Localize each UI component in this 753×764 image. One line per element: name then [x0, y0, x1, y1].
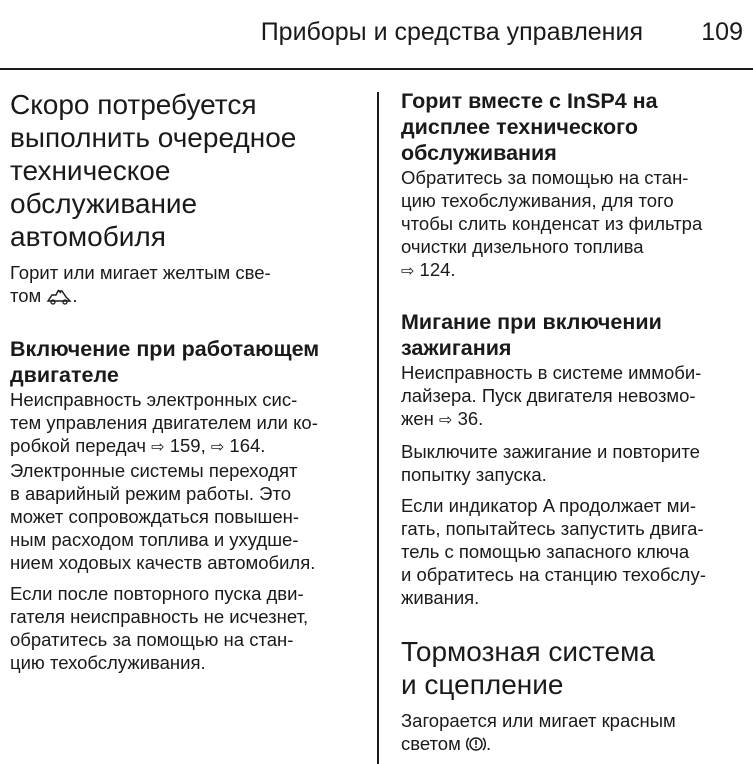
- header-rule: [0, 68, 753, 70]
- reference-arrow-icon: ⇨: [439, 412, 453, 429]
- page-ref-link[interactable]: 164: [229, 435, 261, 456]
- para-insp4: Обратитесь за помощью на стан- цию техобслуживания, для того чтобы слить конденсат из фильтра очистки дизельного топлива ⇨ 124.: [401, 167, 703, 280]
- subsection-title-ignition-blink: Мигание при включении зажигания: [401, 310, 662, 360]
- service-wrench-car-icon: [46, 287, 72, 310]
- reference-arrow-icon: ⇨: [210, 439, 225, 456]
- page-ref-link[interactable]: 159: [169, 435, 201, 456]
- column-divider: [377, 92, 379, 764]
- subsection-title-insp4: Горит вместе с InSP4 на дисплее технического обслуживания: [401, 89, 658, 165]
- section-title-service: Скоро потребуется выполнить очередное техническое обслуживание автомобиля: [10, 89, 297, 252]
- page-ref-link[interactable]: 124: [419, 259, 451, 280]
- page-ref-link[interactable]: 36: [457, 408, 479, 429]
- reference-arrow-icon: ⇨: [151, 439, 165, 456]
- page-header: [0, 0, 753, 70]
- para-restart: Если после повторного пуска дви- гателя неисправность не исчезнет, обратитесь за помощью на стан- цию техобслуживания.: [10, 583, 309, 673]
- left-column: [10, 88, 360, 674]
- para-electronics: Неисправность электронных сис- тем управления двигателем или ко- робкой передач ⇨ 159, ⇨ 164. Электронные системы переходят в аварийный режим работы. Это может сопровождаться повышен- ным расходом топлива и ухудше- нием ходовых качеств автомобиля.: [10, 389, 318, 573]
- subsection-title-running-engine: Включение при работающем двигателе: [10, 337, 320, 387]
- brake-warning-icon: [466, 735, 486, 758]
- page-number: 109: [701, 18, 743, 46]
- para-immobilizer: Неисправность в системе иммоби- лайзера. Пуск двигателя невозмо- жен ⇨ 36.: [401, 362, 702, 429]
- section-title-brakes: Тормозная система и сцепление: [401, 636, 655, 700]
- right-column: [401, 88, 746, 758]
- para-spare-key: Если индикатор A продолжает ми- гать, попытайтесь запустить двига- тель с помощью запасного ключа и обратитесь на станцию техобслу- живания.: [401, 495, 706, 608]
- intro-text: Горит или мигает желтым све- том .: [10, 261, 360, 310]
- para-retry: Выключите зажигание и повторите попытку запуска.: [401, 441, 700, 485]
- page-header-title: Приборы и средства управления: [260, 18, 643, 46]
- para-brake-light: Загорается или мигает красным светом .: [401, 709, 746, 758]
- reference-arrow-icon: ⇨: [401, 263, 415, 280]
